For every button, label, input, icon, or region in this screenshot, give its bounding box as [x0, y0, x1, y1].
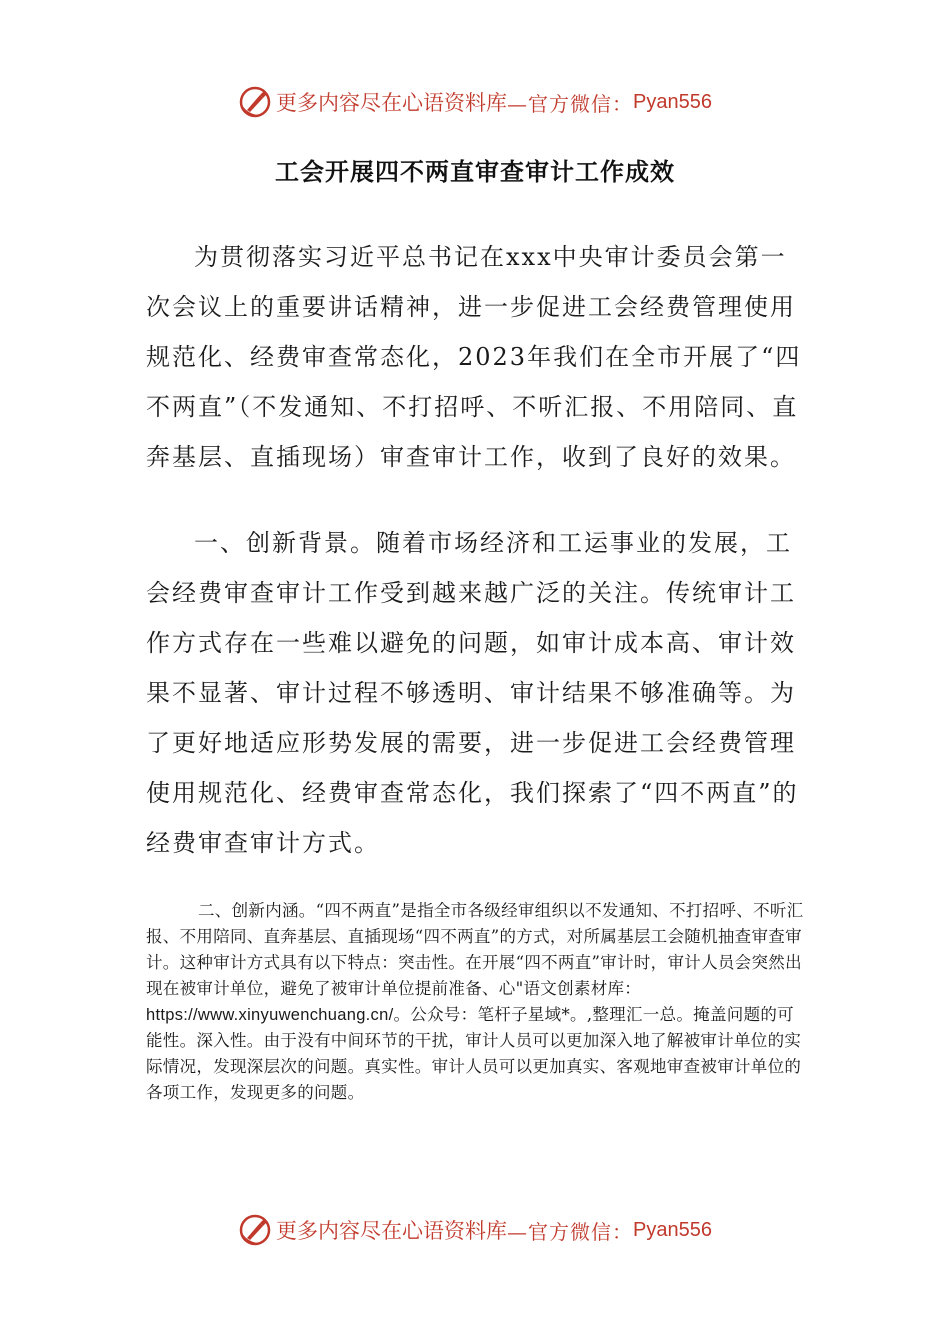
watermark-text: 更多内容尽在心语资料库	[276, 91, 508, 115]
document-title: 工会开展四不两直审查审计工作成效	[275, 157, 675, 186]
watermark-subtext: —官方微信：	[507, 91, 634, 116]
watermark-banner-bottom	[0, 1208, 950, 1252]
paragraph-connotation-part-b: 。公众号：笔杆子星域*。,整理汇一总。掩盖问题的可能性。深入性。由于没有中间环节的干扰，审计人员可以更加深入地了解被审计单位的实际情况，发现深层次的问题。真实性。审计人员可以更加真实、客观地审查被审计单位的各项工作，发现更多的问题。	[146, 1005, 802, 1102]
paragraph-background: 一、创新背景。随着市场经济和工运事业的发展，工会经费审查审计工作受到越来越广泛的关注。传统审计工作方式存在一些难以避免的问题，如审计成本高、审计效果不显著、审计过程不够透明、审计结果不够准确等。为了更好地适应形势发展的需要，进一步促进工会经费管理使用规范化、经费审查常态化，我们探索了“四不两直”的经费审查审计方式。	[146, 529, 799, 857]
watermark-text: 更多内容尽在心语资料库	[276, 1219, 508, 1243]
paragraph-intro: 为贯彻落实习近平总书记在xxx中央审计委员会第一次会议上的重要讲话精神，进一步促进工会经费管理使用规范化、经费审查常态化，2023年我们在全市开展了“四不两直”（不发通知、不打招呼、不听汇报、不用陪同、直奔基层、直插现场）审查审计工作，收到了良好的效果。	[146, 243, 802, 471]
paragraph-connotation-part-a: 二、创新内涵。“四不两直”是指全市各级经审组织以不发通知、不打招呼、不听汇报、不用陪同、直奔基层、直插现场“四不两直”的方式，对所属基层工会随机抽查审查审计。这种审计方式具有以下特点：突击性。在开展“四不两直”审计时，审计人员会突然出现在被审计单位，避免了被审计单位提前准备、心"语文创素材库：	[146, 901, 804, 998]
pen-logo-icon	[238, 1213, 272, 1247]
watermark-banner-top	[0, 80, 950, 124]
pen-logo-icon	[238, 85, 272, 119]
paragraph-connotation	[146, 898, 806, 1106]
watermark-subtext: —官方微信：	[507, 1219, 634, 1244]
source-url-link[interactable]: https://www.xinyuwenchuang.cn/	[146, 1006, 394, 1024]
watermark-handle: Pyan556	[633, 1218, 712, 1241]
watermark-handle: Pyan556	[633, 90, 712, 113]
